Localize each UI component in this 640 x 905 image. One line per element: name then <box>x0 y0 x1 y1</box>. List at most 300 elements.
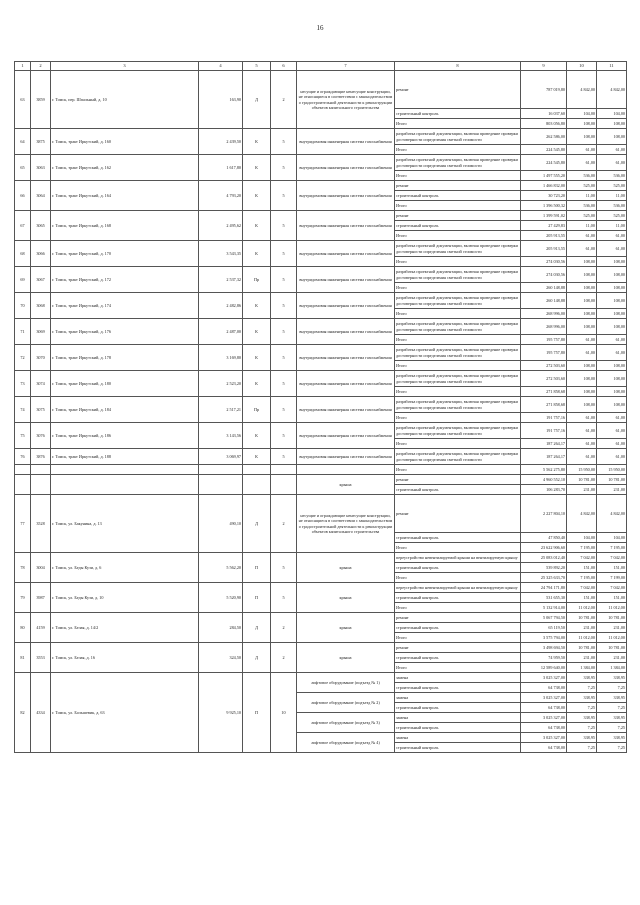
unit-cost-cell: 11 012,00 <box>567 633 597 643</box>
work-kind-cell: Итого <box>395 119 521 129</box>
cost-cell: 65 119,50 <box>521 623 567 633</box>
area-cell: 2 537,32 <box>199 267 243 293</box>
limit-cost-cell: 11,00 <box>597 191 627 201</box>
table-row <box>15 241 627 257</box>
cost-cell: 191 757,16 <box>521 413 567 423</box>
house-id: 3066 <box>31 241 51 267</box>
unit-cost-cell: 7,25 <box>567 723 597 733</box>
construction-element-cell: крыша <box>297 613 395 643</box>
limit-cost-cell: 108,00 <box>597 257 627 267</box>
limit-cost-cell: 525,00 <box>597 181 627 191</box>
address-cell: г. Томск, тракт Иркутский, д. 178 <box>51 345 199 371</box>
cost-cell: 1 399 591,02 <box>521 211 567 221</box>
house-id: 3876 <box>31 449 51 465</box>
house-id: 4334 <box>31 673 51 753</box>
cost-cell: 224 545,80 <box>521 155 567 171</box>
unit-cost-cell: 108,00 <box>567 397 597 413</box>
table-row <box>15 475 627 485</box>
table-row <box>15 449 627 465</box>
cost-cell: 224 545,80 <box>521 145 567 155</box>
work-kind-cell: Итого <box>395 663 521 673</box>
house-id <box>31 465 51 475</box>
unit-cost-cell: 10 781,00 <box>567 613 597 623</box>
work-kind-cell: строительный контроль <box>395 221 521 231</box>
floors-cell: 5 <box>271 449 297 465</box>
floors-cell: 2 <box>271 495 297 553</box>
unit-cost-cell: 104,00 <box>567 533 597 543</box>
construction-element-cell: внутридомовая инженерная система газоснабжения <box>297 423 395 449</box>
table-row <box>15 345 627 361</box>
record-number: 70 <box>15 293 31 319</box>
unit-cost-cell: 104,00 <box>567 109 597 119</box>
cost-cell: 1 497 555,20 <box>521 171 567 181</box>
construction-element-cell: внутридомовая инженерная система газоснабжения <box>297 129 395 155</box>
work-kind-cell: строительный контроль <box>395 723 521 733</box>
unit-cost-cell: 108,00 <box>567 361 597 371</box>
limit-cost-cell: 61,00 <box>597 231 627 241</box>
cost-cell: 1 466 832,00 <box>521 181 567 191</box>
work-kind-cell: ремонт <box>395 643 521 653</box>
limit-cost-cell: 338,95 <box>597 693 627 703</box>
house-id: 3063 <box>31 155 51 181</box>
work-kind-cell: разработка проектной документации, включая проведение проверки достоверности определения сметной стоимости <box>395 397 521 413</box>
house-id: 3553 <box>31 643 51 673</box>
cost-cell: 803 056,80 <box>521 119 567 129</box>
address-cell: г. Томск, тракт Иркутский, д. 162 <box>51 155 199 181</box>
cost-cell: 47 850,40 <box>521 533 567 543</box>
work-kind-cell: строительный контроль <box>395 563 521 573</box>
record-number: 76 <box>15 449 31 465</box>
area-cell: 5 562,20 <box>199 553 243 583</box>
work-kind-cell: переустройство невентилируемой крыши на вентилируемую крышу <box>395 583 521 593</box>
cost-cell: 272 503,60 <box>521 371 567 387</box>
cost-cell: 16 037,60 <box>521 109 567 119</box>
address-cell <box>51 465 199 475</box>
cost-cell: 195 757,80 <box>521 335 567 345</box>
column-number: 6 <box>271 62 297 71</box>
limit-cost-cell: 231,00 <box>597 623 627 633</box>
construction-element-cell: внутридомовая инженерная система газоснабжения <box>297 267 395 293</box>
address-cell: г. Томск, ул. Бакунина, д. 13 <box>51 495 199 553</box>
unit-cost-cell: 108,00 <box>567 283 597 293</box>
limit-cost-cell: 61,00 <box>597 145 627 155</box>
unit-cost-cell: 61,00 <box>567 345 597 361</box>
unit-cost-cell: 338,95 <box>567 673 597 683</box>
work-kind-cell: строительный контроль <box>395 683 521 693</box>
cost-cell: 64 738,00 <box>521 743 567 753</box>
work-kind-cell: строительный контроль <box>395 109 521 119</box>
unit-cost-cell: 4 842,00 <box>567 495 597 533</box>
floors-cell: 5 <box>271 129 297 155</box>
limit-cost-cell: 61,00 <box>597 155 627 171</box>
cost-cell: 271 858,68 <box>521 387 567 397</box>
table-row <box>15 495 627 533</box>
cost-cell: 3 025 327,00 <box>521 693 567 703</box>
limit-cost-cell: 61,00 <box>597 439 627 449</box>
unit-cost-cell: 1 384,00 <box>567 663 597 673</box>
house-type-cell: Д <box>243 71 271 129</box>
construction-element-cell: крыша <box>297 553 395 583</box>
unit-cost-cell: 338,95 <box>567 733 597 743</box>
limit-cost-cell: 61,00 <box>597 335 627 345</box>
limit-cost-cell: 108,00 <box>597 293 627 309</box>
floors-cell: 2 <box>271 613 297 643</box>
work-kind-cell: Итого <box>395 413 521 423</box>
house-type-cell: К <box>243 319 271 345</box>
table-row <box>15 129 627 145</box>
limit-cost-cell: 536,00 <box>597 171 627 181</box>
work-kind-cell: Итого <box>395 573 521 583</box>
work-kind-cell: ремонт <box>395 495 521 533</box>
limit-cost-cell: 338,95 <box>597 733 627 743</box>
limit-cost-cell: 7,25 <box>597 703 627 713</box>
house-type-cell: К <box>243 423 271 449</box>
floors-cell <box>271 465 297 475</box>
house-id: 3875 <box>31 129 51 155</box>
limit-cost-cell: 108,00 <box>597 309 627 319</box>
unit-cost-cell: 7 195,00 <box>567 573 597 583</box>
work-kind-cell: строительный контроль <box>395 703 521 713</box>
cost-cell: 30 723,20 <box>521 191 567 201</box>
limit-cost-cell: 108,00 <box>597 387 627 397</box>
cost-cell: 3 025 327,00 <box>521 733 567 743</box>
construction-element-cell: лифтовое оборудование (подъезд № 2) <box>297 693 395 713</box>
work-kind-cell: разработка проектной документации, включая проведение проверки достоверности определения сметной стоимости <box>395 423 521 439</box>
record-number: 73 <box>15 371 31 397</box>
table-row <box>15 423 627 439</box>
area-cell <box>199 465 243 475</box>
house-type-cell: П <box>243 553 271 583</box>
page-number: 16 <box>316 24 324 32</box>
column-number: 1 <box>15 62 31 71</box>
unit-cost-cell: 525,00 <box>567 181 597 191</box>
cost-cell: 3 575 794,00 <box>521 633 567 643</box>
work-kind-cell: Итого <box>395 283 521 293</box>
area-cell: 324,50 <box>199 643 243 673</box>
area-cell <box>199 475 243 495</box>
column-number: 8 <box>395 62 521 71</box>
limit-cost-cell: 1 384,00 <box>597 663 627 673</box>
record-number: 65 <box>15 155 31 181</box>
cost-cell: 539 892,20 <box>521 563 567 573</box>
cost-cell: 106 283,70 <box>521 485 567 495</box>
work-kind-cell: Итого <box>395 633 521 643</box>
construction-element-cell <box>297 465 395 475</box>
unit-cost-cell: 10 781,00 <box>567 643 597 653</box>
house-id: 3064 <box>31 181 51 211</box>
construction-element-cell: внутридомовая инженерная система газоснабжения <box>297 155 395 181</box>
area-cell: 3 069,97 <box>199 449 243 465</box>
house-type-cell <box>243 475 271 495</box>
limit-cost-cell: 108,00 <box>597 283 627 293</box>
cost-cell: 195 757,80 <box>521 345 567 361</box>
address-cell: г. Томск, тракт Иркутский, д. 176 <box>51 319 199 345</box>
record-number: 75 <box>15 423 31 449</box>
floors-cell: 5 <box>271 423 297 449</box>
limit-cost-cell: 4 842,00 <box>597 71 627 109</box>
unit-cost-cell: 11 012,00 <box>567 603 597 613</box>
work-kind-cell: Итого <box>395 361 521 371</box>
house-id <box>31 475 51 495</box>
unit-cost-cell: 61,00 <box>567 423 597 439</box>
house-id: 3074 <box>31 371 51 397</box>
limit-cost-cell: 231,00 <box>597 485 627 495</box>
house-id: 3069 <box>31 319 51 345</box>
limit-cost-cell: 108,00 <box>597 319 627 335</box>
house-id: 3859 <box>31 71 51 129</box>
cost-cell: 262 586,00 <box>521 129 567 145</box>
cost-cell: 272 503,60 <box>521 361 567 371</box>
construction-element-cell: несущие и ограждающие ненесущие конструкции, не относящиеся в соответствии с законодательством о градостроительной деятельности к реконструкции объектов капитального строительства <box>297 495 395 553</box>
column-number: 4 <box>199 62 243 71</box>
record-number: 67 <box>15 211 31 241</box>
house-id: 3987 <box>31 583 51 613</box>
limit-cost-cell: 151,00 <box>597 593 627 603</box>
record-number: 69 <box>15 267 31 293</box>
construction-element-cell: внутридомовая инженерная система газоснабжения <box>297 319 395 345</box>
house-type-cell: Д <box>243 643 271 673</box>
limit-cost-cell: 10 781,00 <box>597 613 627 623</box>
construction-element-cell: крыша <box>297 643 395 673</box>
house-id: 3004 <box>31 553 51 583</box>
address-cell: г. Томск, ул. Беды Кузи, д. 6 <box>51 553 199 583</box>
floors-cell: 2 <box>271 71 297 129</box>
cost-cell: 12 589 640,00 <box>521 663 567 673</box>
cost-cell: 268 996,00 <box>521 319 567 335</box>
house-type-cell: Д <box>243 495 271 553</box>
construction-element-cell: внутридомовая инженерная система газоснабжения <box>297 449 395 465</box>
table-row <box>15 613 627 623</box>
record-number <box>15 475 31 495</box>
house-id: 3065 <box>31 211 51 241</box>
cost-cell: 23 622 906,60 <box>521 543 567 553</box>
limit-cost-cell: 104,00 <box>597 109 627 119</box>
work-kind-cell: разработка проектной документации, включая проведение проверки достоверности определения сметной стоимости <box>395 241 521 257</box>
limit-cost-cell: 7,25 <box>597 683 627 693</box>
cost-cell: 2 227 804,10 <box>521 495 567 533</box>
construction-element-cell: внутридомовая инженерная система газоснабжения <box>297 181 395 211</box>
cost-cell: 24 794 171,80 <box>521 583 567 593</box>
work-kind-cell: строительный контроль <box>395 533 521 543</box>
record-number: 81 <box>15 643 31 673</box>
construction-element-cell: внутридомовая инженерная система газоснабжения <box>297 397 395 423</box>
cost-cell: 74 959,50 <box>521 653 567 663</box>
house-type-cell: К <box>243 293 271 319</box>
floors-cell: 5 <box>271 345 297 371</box>
record-number: 71 <box>15 319 31 345</box>
area-cell: 5 520,90 <box>199 583 243 613</box>
construction-element-cell: внутридомовая инженерная система газоснабжения <box>297 211 395 241</box>
table-row <box>15 397 627 413</box>
house-type-cell: Д <box>243 613 271 643</box>
cost-cell: 260 148,88 <box>521 293 567 309</box>
unit-cost-cell: 61,00 <box>567 335 597 345</box>
limit-cost-cell: 10 781,00 <box>597 643 627 653</box>
work-kind-cell: Итого <box>395 387 521 397</box>
cost-cell: 260 148,88 <box>521 283 567 293</box>
construction-element-cell: внутридомовая инженерная система газоснабжения <box>297 241 395 267</box>
unit-cost-cell: 108,00 <box>567 257 597 267</box>
cost-cell: 64 738,00 <box>521 723 567 733</box>
work-kind-cell: строительный контроль <box>395 485 521 495</box>
column-number: 7 <box>297 62 395 71</box>
unit-cost-cell: 7 042,00 <box>567 583 597 593</box>
limit-cost-cell: 61,00 <box>597 241 627 257</box>
unit-cost-cell: 61,00 <box>567 413 597 423</box>
floors-cell: 5 <box>271 371 297 397</box>
house-id: 3075 <box>31 397 51 423</box>
work-kind-cell: Итого <box>395 171 521 181</box>
cost-cell: 1 396 500,32 <box>521 201 567 211</box>
address-cell: г. Томск, пер. Шпальный, д. 10 <box>51 71 199 129</box>
work-kind-cell: разработка проектной документации, включая проведение проверки достоверности определения сметной стоимости <box>395 345 521 361</box>
construction-element-cell: лифтовое оборудование (подъезд № 1) <box>297 673 395 693</box>
unit-cost-cell: 7 042,00 <box>567 553 597 563</box>
work-kind-cell: замена <box>395 733 521 743</box>
unit-cost-cell: 231,00 <box>567 653 597 663</box>
cost-cell: 25 083 012,40 <box>521 553 567 563</box>
cost-cell: 3 025 327,00 <box>521 713 567 723</box>
unit-cost-cell: 7 195,00 <box>567 543 597 553</box>
cost-cell: 5 132 914,00 <box>521 603 567 613</box>
area-cell: 3 169,80 <box>199 345 243 371</box>
limit-cost-cell: 7 042,00 <box>597 553 627 563</box>
cost-cell: 274 030,56 <box>521 257 567 267</box>
address-cell: г. Томск, тракт Иркутский, д. 174 <box>51 293 199 319</box>
house-type-cell: П <box>243 673 271 753</box>
floors-cell: 5 <box>271 181 297 211</box>
record-number: 80 <box>15 613 31 643</box>
work-kind-cell: Итого <box>395 603 521 613</box>
limit-cost-cell: 338,95 <box>597 673 627 683</box>
floors-cell: 5 <box>271 241 297 267</box>
house-id: 3070 <box>31 345 51 371</box>
unit-cost-cell: 108,00 <box>567 267 597 283</box>
address-cell: г. Томск, тракт Иркутский, д. 188 <box>51 449 199 465</box>
cost-cell: 274 030,56 <box>521 267 567 283</box>
unit-cost-cell: 151,00 <box>567 563 597 573</box>
limit-cost-cell: 108,00 <box>597 361 627 371</box>
address-cell: г. Томск, ул. Белая, д. 16 <box>51 643 199 673</box>
address-cell: г. Томск, тракт Иркутский, д. 170 <box>51 241 199 267</box>
work-kind-cell: строительный контроль <box>395 653 521 663</box>
limit-cost-cell: 108,00 <box>597 371 627 387</box>
cost-cell: 205 913,55 <box>521 241 567 257</box>
construction-element-cell: лифтовое оборудование (подъезд № 4) <box>297 733 395 753</box>
limit-cost-cell: 104,00 <box>597 533 627 543</box>
house-type-cell: К <box>243 181 271 211</box>
limit-cost-cell: 7 199,00 <box>597 573 627 583</box>
column-number: 3 <box>51 62 199 71</box>
unit-cost-cell: 108,00 <box>567 387 597 397</box>
work-kind-cell: строительный контроль <box>395 623 521 633</box>
area-cell: 2 495,62 <box>199 211 243 241</box>
work-kind-cell: Итого <box>395 231 521 241</box>
record-number: 77 <box>15 495 31 553</box>
address-cell: г. Томск, ул. Большевик, д. 63 <box>51 673 199 753</box>
table-row <box>15 319 627 335</box>
limit-cost-cell: 7,25 <box>597 743 627 753</box>
house-type-cell: П <box>243 583 271 613</box>
unit-cost-cell: 108,00 <box>567 309 597 319</box>
work-kind-cell: разработка проектной документации, включая проведение проверки достоверности определения сметной стоимости <box>395 129 521 145</box>
work-kind-cell: ремонт <box>395 613 521 623</box>
work-kind-cell: Итого <box>395 439 521 449</box>
area-cell: 2 487,00 <box>199 319 243 345</box>
table-row <box>15 181 627 191</box>
cost-cell: 187 264,17 <box>521 439 567 449</box>
house-type-cell: К <box>243 211 271 241</box>
record-number <box>15 465 31 475</box>
work-kind-cell: разработка проектной документации, включая проведение проверки достоверности определения сметной стоимости <box>395 319 521 335</box>
limit-cost-cell: 108,00 <box>597 119 627 129</box>
cost-cell: 271 858,68 <box>521 397 567 413</box>
limit-cost-cell: 15 950,00 <box>597 465 627 475</box>
limit-cost-cell: 108,00 <box>597 397 627 413</box>
house-type-cell: К <box>243 371 271 397</box>
table-row <box>15 155 627 171</box>
house-type-cell: К <box>243 155 271 181</box>
column-numbers-row <box>15 62 627 71</box>
table-row <box>15 71 627 109</box>
work-kind-cell: Итого <box>395 145 521 155</box>
work-kind-cell: строительный контроль <box>395 593 521 603</box>
cost-cell: 64 738,00 <box>521 703 567 713</box>
table-row <box>15 211 627 221</box>
unit-cost-cell: 108,00 <box>567 371 597 387</box>
address-cell: г. Томск, тракт Иркутский, д. 160 <box>51 129 199 155</box>
column-number: 11 <box>597 62 627 71</box>
unit-cost-cell: 108,00 <box>567 319 597 335</box>
construction-element-cell: внутридомовая инженерная система газоснабжения <box>297 345 395 371</box>
unit-cost-cell: 525,00 <box>567 211 597 221</box>
column-number: 2 <box>31 62 51 71</box>
limit-cost-cell: 536,00 <box>597 201 627 211</box>
limit-cost-cell: 338,95 <box>597 713 627 723</box>
unit-cost-cell: 61,00 <box>567 145 597 155</box>
work-kind-cell: замена <box>395 693 521 703</box>
area-cell: 3 143,56 <box>199 423 243 449</box>
address-cell: г. Томск, ул. Беды Кузи, д. 10 <box>51 583 199 613</box>
area-cell: 2 517,21 <box>199 397 243 423</box>
work-kind-cell: ремонт <box>395 181 521 191</box>
house-type-cell: К <box>243 345 271 371</box>
house-id: 3067 <box>31 267 51 293</box>
area-cell: 9 925,10 <box>199 673 243 753</box>
unit-cost-cell: 108,00 <box>567 129 597 145</box>
column-number: 9 <box>521 62 567 71</box>
area-cell: 284,50 <box>199 613 243 643</box>
record-number: 72 <box>15 345 31 371</box>
record-number: 64 <box>15 129 31 155</box>
unit-cost-cell: 151,00 <box>567 593 597 603</box>
cost-cell: 787 019,80 <box>521 71 567 109</box>
cost-cell: 187 264,17 <box>521 449 567 465</box>
floors-cell: 5 <box>271 155 297 181</box>
limit-cost-cell: 61,00 <box>597 345 627 361</box>
house-type-cell: Пр <box>243 267 271 293</box>
work-kind-cell: строительный контроль <box>395 743 521 753</box>
house-type-cell: К <box>243 449 271 465</box>
table-row <box>15 643 627 653</box>
area-cell: 490,10 <box>199 495 243 553</box>
work-kind-cell: разработка проектной документации, включая проведение проверки достоверности определения сметной стоимости <box>395 293 521 309</box>
capital-repair-table <box>14 61 627 753</box>
cost-cell: 25 325 633,70 <box>521 573 567 583</box>
limit-cost-cell: 61,00 <box>597 423 627 439</box>
work-kind-cell: ремонт <box>395 71 521 109</box>
unit-cost-cell: 338,95 <box>567 713 597 723</box>
